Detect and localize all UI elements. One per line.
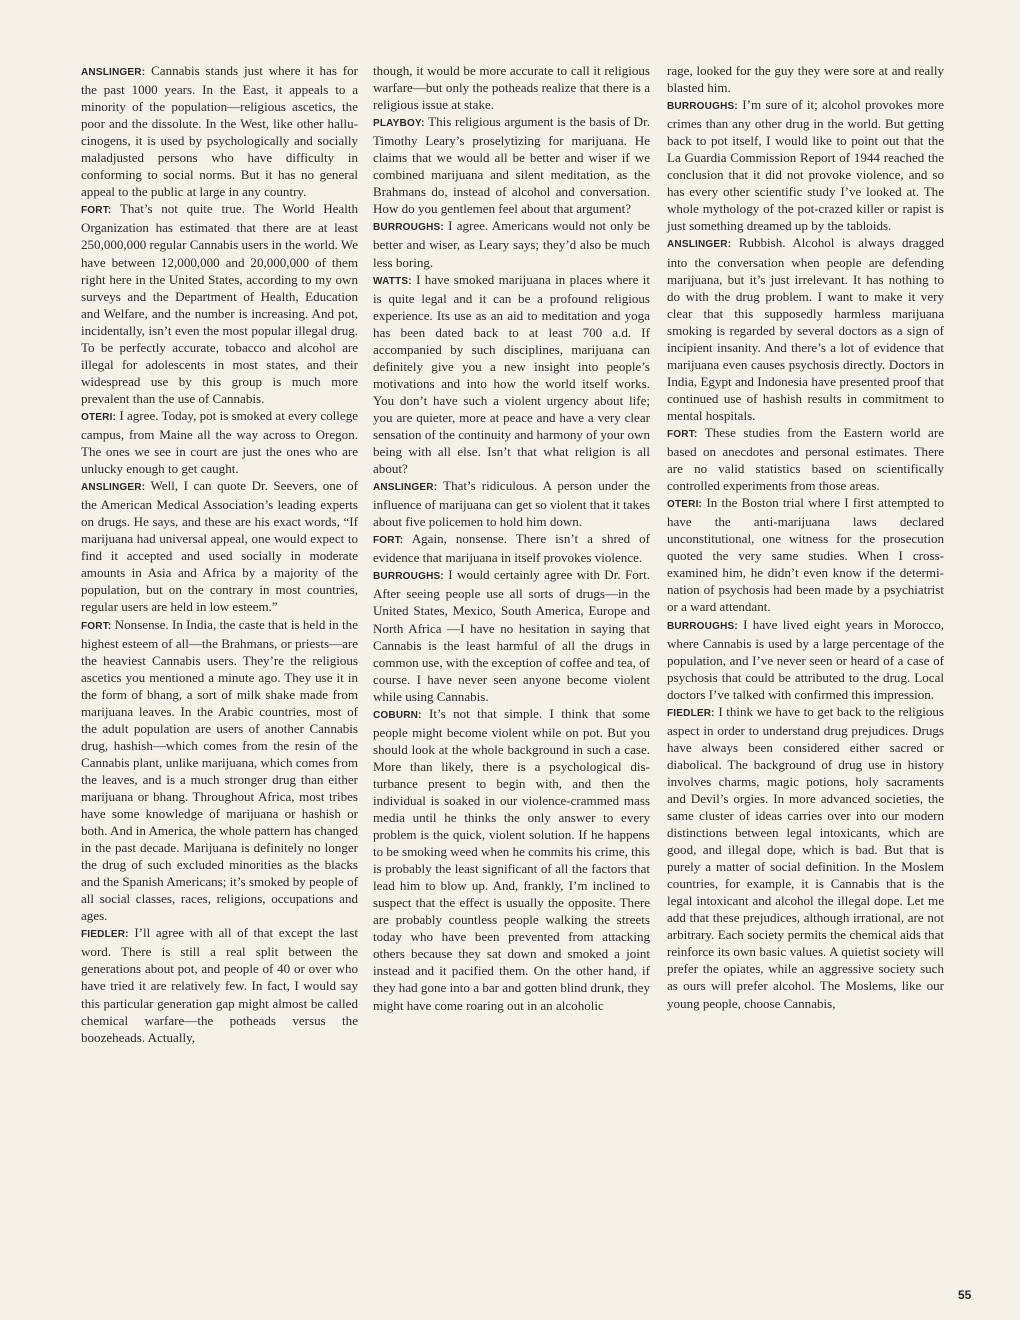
paragraph [81, 924, 358, 1045]
paragraph [81, 200, 358, 407]
speaker-name: FIEDLER: [81, 929, 129, 941]
paragraph-text: I agree. Today, pot is smoked at every college campus, from Maine all the way across to Oregon. The ones we see in court are just the ones who are unlucky enough to get caught. [81, 407, 359, 477]
text-column-2 [373, 62, 650, 1014]
paragraph [373, 477, 650, 530]
speaker-name: BURROUGHS: [373, 222, 444, 234]
paragraph [667, 96, 944, 234]
paragraph [81, 62, 358, 200]
speaker-name: BURROUGHS: [373, 571, 444, 583]
paragraph-text: Rubbish. Alcohol is always dragged into the conversation when people are defending marijuana, but it’s just irrelevant. It has nothing to do with the drug problem. I want to make it very clear that this supposedly harmless marijuana smoking is regarded by several doctors as a sign of incipient insanity. And there’s a lot of evidence that marijuana even causes psychosis directly. Doctors in India, Egypt and Indonesia have presented proof that continued use of hashish results in commitment to mental hospitals. [667, 235, 944, 423]
speaker-name: WATTS: [373, 275, 412, 287]
speaker-name: ANSLINGER: [81, 67, 146, 78]
paragraph-text: I would certainly agree with Dr. Fort. After seeing people use all sorts of drugs—in the United States, Mexico, South America, Europe and North Africa —I have no hesitation in saying that Cannabis is the least harmful of all the drugs in common use, with the exception of coffee and tea, of course. I have never seen anyone become violent while using Cannabis. [373, 567, 650, 704]
text-column-3 [667, 62, 944, 1012]
speaker-name: FORT: [667, 428, 698, 440]
paragraph [667, 62, 944, 96]
paragraph-text: In the Boston trial where I first attempted to have the anti-marijuana laws declared unconstitutional, one witness for the prosecution quoted the very same studies. When I cross-examined him, he didn’t even know if the determination of psychosis had been made by a psychiatrist or a ward attendant. [667, 495, 944, 615]
paragraph [373, 530, 650, 566]
paragraph [373, 217, 650, 270]
speaker-name: ANSLINGER: [81, 482, 146, 494]
paragraph-text: It’s not that simple. I think that some people might become violent while on pot. But you should look at the whole background in such a case. More than likely, there is a psychological disturbance present to begin with, and then the individual is soaked in our violence-crammed mass media until he thinks the only answer to every problem is the quick, violent solution. If he happens to be smoking weed when he commits his crime, this is probably the least significant of all the factors that lead him to blow up. And, frankly, I’m inclined to suspect that the effect is usually the opposite. There are probably countless people walking the streets today who have been prevented from attacking others because they sat down and smoked a joint instead and it pacified them. On the other hand, if they had gone into a bar and gotten blind drunk, they might have come roaring out in an alcoholic [373, 705, 651, 1013]
paragraph [667, 234, 944, 424]
paragraph-text: I have smoked marijuana in places where it is quite legal and it can be a profound religious experience. Its use as an aid to meditation and yoga has been dated back to at least 700 a.d. If accompanied by such disciplines, marijuana can definitely give you a new insight into people’s motivations and into how the world itself works. You don’t have such a violent urgency about life; you are quieter, more at peace and have a very clear sensation of the continuity and harmony of your own being with all else. Isn’t that what religion is all about? [373, 271, 650, 477]
paragraph-text: That’s ridiculous. A person under the influence of marijuana can get so violent that it takes about five policemen to hold him down. [373, 478, 650, 530]
speaker-name: OTERI: [81, 411, 117, 423]
paragraph [373, 271, 650, 478]
paragraph [373, 113, 650, 217]
paragraph-text: I have lived eight years in Morocco, where Cannabis is used by a large percentage of the population, and I’ve never seen or heard of a case of psychosis that could be attributed to the drug. Local doctors I’ve talked with confirmed this impression. [667, 616, 944, 702]
paragraph [373, 705, 650, 1014]
paragraph-text: I’m sure of it; alcohol provokes more crimes than any other drug in the world. But getting back to pot itself, I would like to point out that the La Guardia Commission Report of 1944 reached the conclusion that it did not provoke violence, and so has every other scientific study I’ve looked at. The whole mythology of the pot-crazed killer or rapist is just something dreamed up by the tabloids. [667, 97, 944, 234]
speaker-name: FORT: [81, 620, 112, 632]
text-column-1 [81, 62, 358, 1046]
speaker-name: FIEDLER: [667, 707, 715, 719]
paragraph-text: Well, I can quote Dr. Seevers, one of the American Medical Association’s leading experts on drugs. He says, and these are his exact words, “If marijuana had universal appeal, one would expect to find it accepted and used socially in moderate amounts in Asia and Africa by a majority of the population, but on the contrary in most countries, regular users are held in low esteem.” [81, 478, 358, 615]
paragraph-text: I think we have to get back to the religious aspect in order to understand drug prejudices. Drugs have always been considered either sacred or diabolical. The background of drug use in history involves charms, magic potions, holy sacraments and Devil’s orgies. In more advanced societies, the same cluster of ideas carries over into our modern distinctions between legal intoxicants, which are good, and illegal dope, which is bad. But that is purely a matter of social definition. In the Moslem countries, for example, it is Cannabis that is the legal intoxicant and alcohol the illegal dope. Let me add that these prejudices, although irrational, are not arbitrary. Each society permits the chemical aids that reinforce its own basic values. A quietist society will prefer the opiates, while an aggressive society such as ours will prefer alcohol. The Moslems, like our young people, choose Cannabis, [667, 703, 945, 1011]
speaker-name: COBURN: [373, 709, 422, 721]
paragraph-text: I agree. Americans would not only be better and wiser, as Leary says; they’d also be much less boring. [373, 218, 651, 270]
page-number: 55 [958, 1288, 972, 1302]
paragraph-text: That’s not quite true. The World Health Organization has estimated that there are at least 250,000,000 regular Cannabis users in the world. We have between 12,000,000 and 20,000,000 of them right here in the United States, according to my own surveys and the Department of Health, Education and Welfare, and the number is increasing. And pot, incidentally, isn’t even the most popular illegal drug. To be perfectly accurate, tobacco and alcohol are illegal for adolescents in most states, and their widespread use by this group is much more prevalent than the use of Cannabis. [81, 201, 358, 406]
paragraph-text: I’ll agree with all of that except the last word. There is still a real split between the generations about pot, and people of 40 or over who have tried it are relatively few. In fact, I would say this particular generation gap might almost be called chemical warfare—the potheads versus the boozeheads. Actually, [81, 925, 358, 1045]
speaker-name: ANSLINGER: [667, 239, 732, 251]
paragraph [667, 494, 944, 615]
paragraph-text: These studies from the Eastern world are based on anecdotes and personal estimates. There are no valid statistics based on scientifically controlled experiments from those areas. [667, 424, 944, 494]
paragraph-text: Nonsense. In India, the caste that is held in the highest esteem of all—the Brahmans, or priests—are the heaviest Cannabis users. They’re the religious ascetics you mentioned a minute ago. They use it in the form of bhang, a sort of milk shake made from marijuana leaves. In the Arabic countries, most of the adult population are users of another Cannabis drug, hashish—which comes from the resin of the Cannabis plant, unlike marijuana, which comes from the leaves, and is a much stronger drug than either marijuana or bhang. Throughout Africa, most tribes have some knowledge of marijuana or hashish or both. And in America, the whole pattern has changed in the past decade. Marijuana is definitely no longer the drug of such excluded minorities as the blacks and the Spanish Americans; it’s smoked by people of all social classes, races, religions, occupations and ages. [81, 616, 358, 924]
paragraph [81, 477, 358, 615]
speaker-name: BURROUGHS: [667, 620, 738, 632]
paragraph [667, 424, 944, 494]
paragraph [81, 616, 358, 925]
paragraph [667, 703, 944, 1012]
paragraph-text: This religious argument is the basis of Dr. Timothy Leary’s proselytizing for marijuana. He claims that we would all be better and wiser if we combined marijuana and silent meditation, as the Brahmans do, instead of alcohol and conversation. How do you gentlemen feel about that argument? [373, 114, 650, 217]
paragraph-text: though, it would be more accurate to call it religious warfare—but only the potheads realize that there is a religious issue at stake. [373, 63, 650, 113]
paragraph [667, 616, 944, 703]
paragraph-text: Again, nonsense. There isn’t a shred of evidence that marijuana in itself provokes violence. [373, 531, 650, 566]
paragraph-text: Cannabis stands just where it has for the past 1000 years. In the East, it appeals to a minority of the population—religious ascetics, the poor and the dissolute. In the West, like other hallucinogens, it is used by psychologically and socially maladjusted persons who have difficulty in conforming to social norms. But it has no general appeal to the public at large in any country. [81, 63, 358, 200]
paragraph [373, 62, 650, 113]
speaker-name: ANSLINGER: [373, 482, 438, 494]
paragraph-text: rage, looked for the guy they were sore at and really blasted him. [667, 63, 944, 96]
paragraph [373, 566, 650, 704]
speaker-name: FORT: [81, 205, 112, 217]
speaker-name: PLAYBOY: [373, 118, 425, 130]
speaker-name: FORT: [373, 535, 404, 547]
speaker-name: BURROUGHS: [667, 101, 738, 113]
speaker-name: OTERI: [667, 499, 703, 511]
paragraph [81, 407, 358, 477]
